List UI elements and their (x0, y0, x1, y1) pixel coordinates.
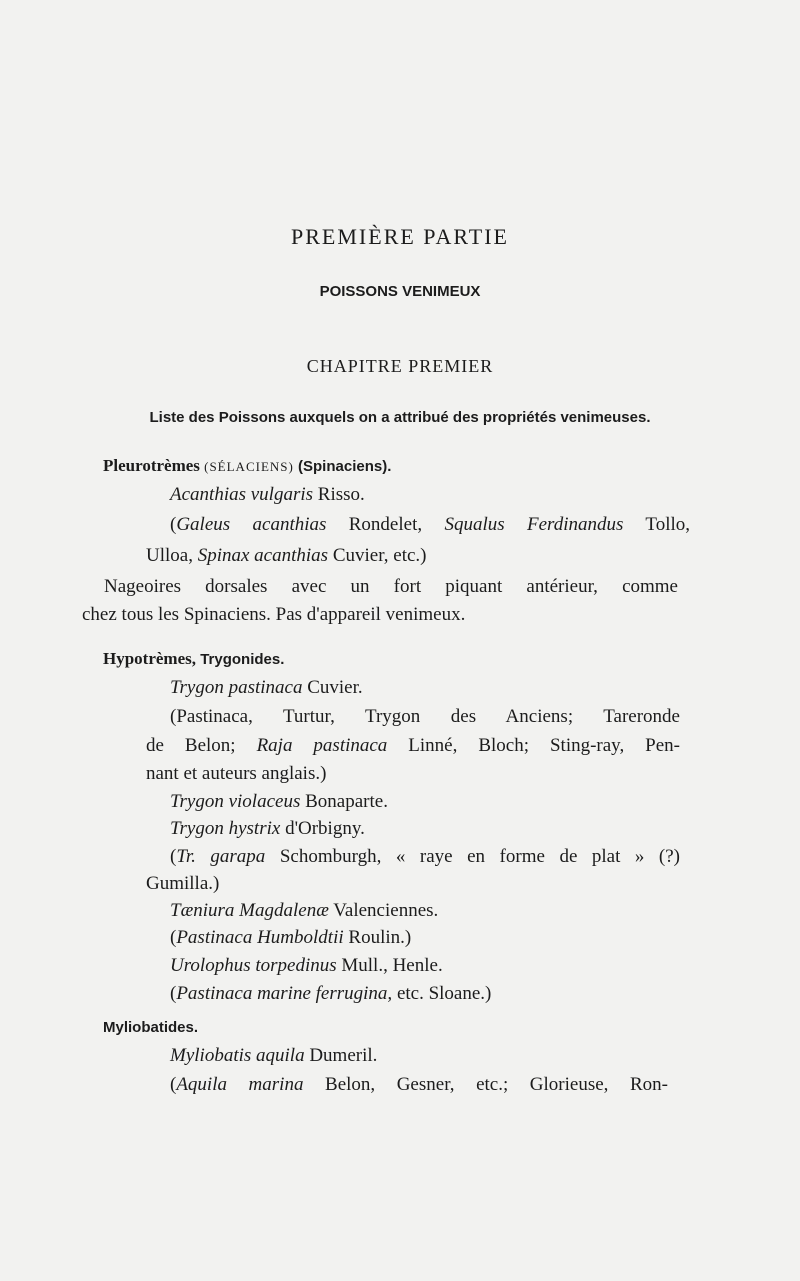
note-line: chez tous les Spinaciens. Pas d'appareil venimeux. (82, 604, 466, 625)
species-entry: Trygon pastinaca Cuvier. (170, 677, 363, 698)
synonym-entry: (Pastinaca Humboldtii Roulin.) (170, 927, 412, 948)
synonym-entry: (Pastinaca, Turtur, Trygon des Anciens; Tareronde (170, 706, 680, 727)
list-title: Liste des Poissons auxquels on a attribué des propriétés venimeuses. (149, 409, 651, 426)
synonym-entry-cont: de Belon; Raja pastinaca Linné, Bloch; Sting-ray, Pen- (146, 735, 681, 756)
hypotremes-heading: Hypotrèmes, Trygonides. (103, 649, 285, 668)
myliobatides-heading: Myliobatides. (103, 1019, 199, 1036)
species-entry: Myliobatis aquila Dumeril. (170, 1045, 378, 1066)
synonym-entry: (Pastinaca marine ferrugina, etc. Sloane.) (170, 983, 492, 1004)
section-title: POISSONS VENIMEUX (319, 283, 481, 300)
synonym-entry: (Aquila marina Belon, Gesner, etc.; Glorieuse, Ron- (170, 1074, 668, 1095)
species-entry: Trygon violaceus Bonaparte. (170, 791, 388, 812)
synonym-entry-cont: Ulloa, Spinax acanthias Cuvier, etc.) (146, 545, 427, 566)
species-entry: Acanthias vulgaris Risso. (170, 484, 365, 505)
synonym-entry-cont: nant et auteurs anglais.) (146, 763, 327, 784)
chapter-title: CHAPITRE PREMIER (306, 356, 494, 376)
part-title: PREMIÈRE PARTIE (291, 224, 509, 249)
synonym-entry-cont: Gumilla.) (146, 873, 220, 894)
pleurotremes-heading: Pleurotrèmes (SÉLACIENS) (Spinaciens). (103, 456, 392, 475)
species-entry: Urolophus torpedinus Mull., Henle. (170, 955, 443, 976)
synonym-entry: (Galeus acanthias Rondelet, Squalus Ferdinandus Tollo, (170, 514, 691, 535)
species-entry: Trygon hystrix d'Orbigny. (170, 818, 365, 839)
note-line: Nageoires dorsales avec un fort piquant antérieur, comme (104, 576, 678, 597)
synonym-entry: (Tr. garapa Schomburgh, « raye en forme de plat » (?) (170, 846, 681, 867)
species-entry: Tæniura Magdalenæ Valenciennes. (170, 900, 439, 921)
